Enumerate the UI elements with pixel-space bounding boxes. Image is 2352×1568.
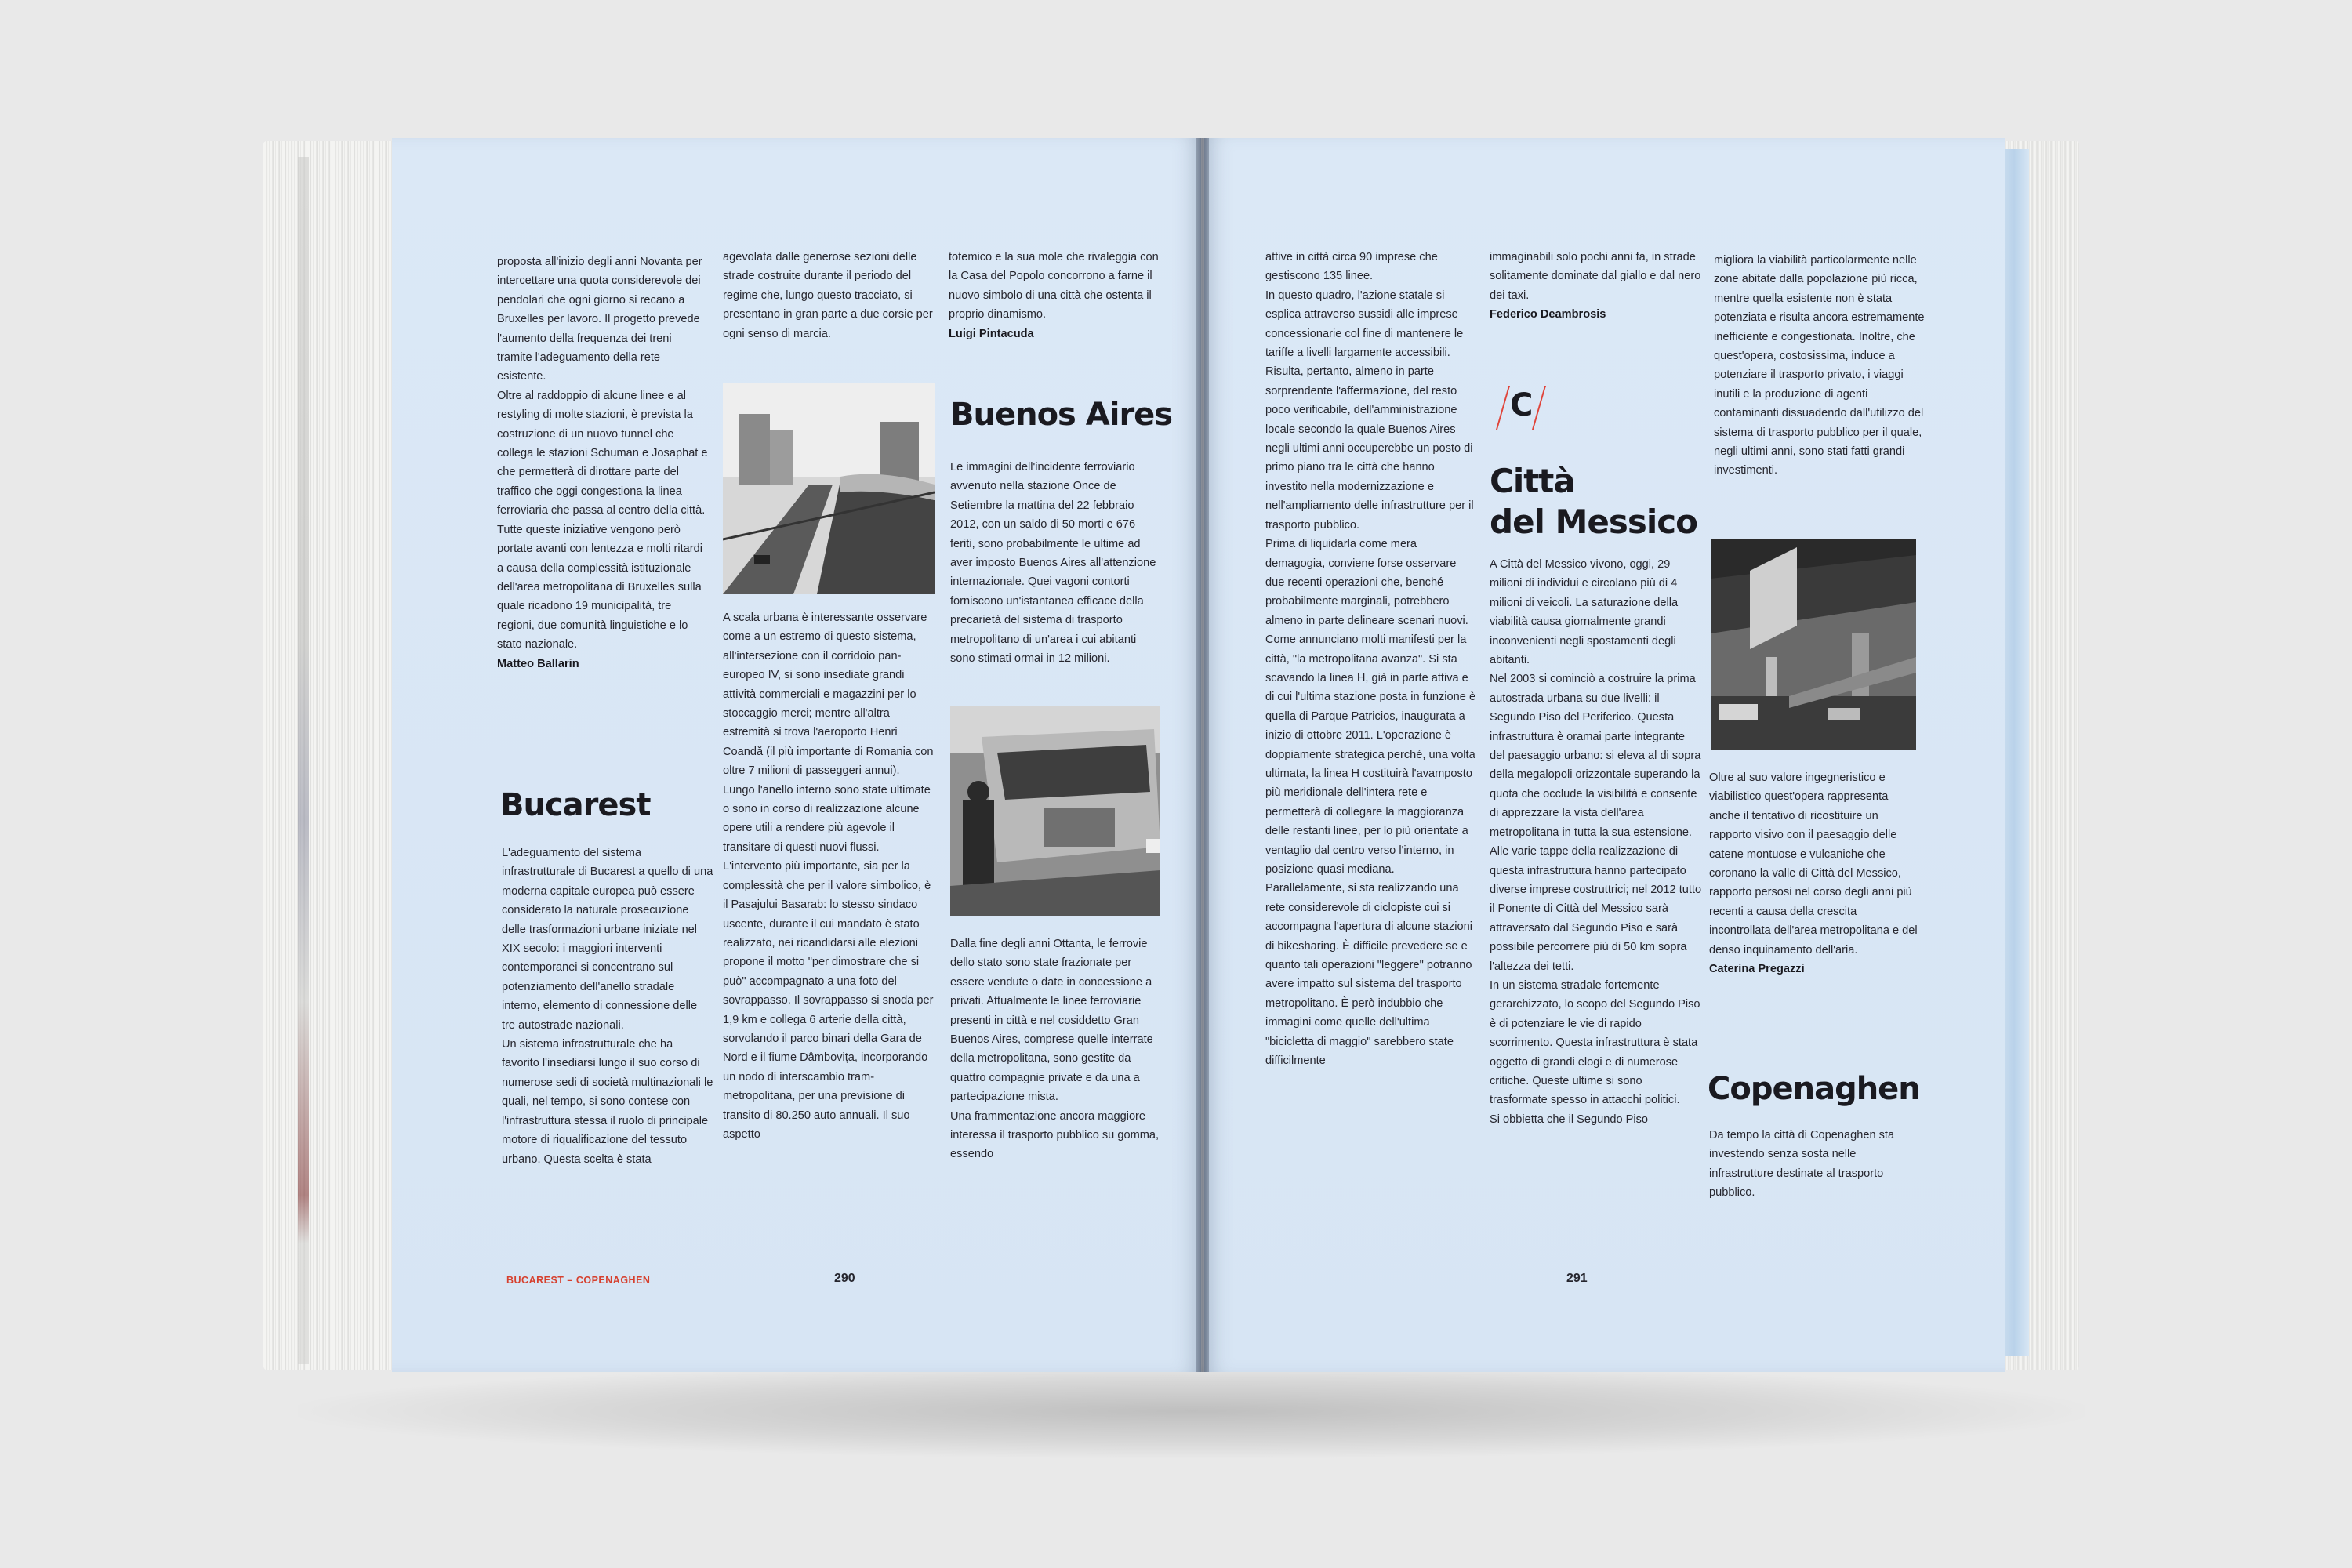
paragraph: L'adeguamento del sistema infrastrutturale di Bucarest a quello di una moderna capitale europea può essere considerato la naturale prosecuzione delle trasformazioni urbane iniziate nel XIX secolo: i maggiori interventi contemporanei si concentrano sul potenziamento dell'anello stradale interno, elemento di connessione delle tre autostrade nazionali. <box>502 847 713 1032</box>
left-edge-colored-sheets <box>298 157 309 1364</box>
paragraph: migliora la viabilità particolarmente nelle zone abitate dalla popolazione più ricca, mentre quella esistente non è stata potenziata e risulta ancora estremamente inefficiente e congestionata. Inoltre, che quest'opera, costosissima, induce a potenziare il trasporto privato, i viaggi inutili e la produzione di agenti contaminanti dissuadendo dall'utilizzo del sistema di trasporto pubblico per il quale, negli ultimi anni, sono stati fatti grandi investimenti. <box>1714 254 1925 477</box>
paragraph: Tutte queste iniziative vengono però portate avanti con lentezza e molti ritardi a causa della complessità istituzionale dell'area metropolitana di Bruxelles sulla quale ricadono 19 municipalità, tre regioni, due comunità linguistiche e lo stato nazionale. <box>497 523 703 652</box>
right-col2-top <box>1490 248 1701 325</box>
left-col3-buenos <box>950 458 1160 668</box>
photo-buenos-aires-train <box>950 706 1160 916</box>
right-col1 <box>1265 248 1477 1070</box>
running-head: BUCAREST – COPENAGHEN <box>506 1275 651 1286</box>
paragraph: Risulta, pertanto, almeno in parte sorprendente l'affermazione, del resto poco verificabile, dell'amministrazione locale secondo la quale Buenos Aires negli ultimi anni occuperebbe un posto di primo piano tra le città che hanno investito nella modernizzazione e nell'ampliamento delle infrastrutture per il trasporto pubblico. <box>1265 365 1474 532</box>
paragraph: Come annunciano molti manifesti per la città, "la metropolitana avanza". Si sta scavando la linea H, già in parte attiva e di cui l'ultima stazione posta in funzione è quella di Parque Patricios, inaugurata a inizio di ottobre 2011. L'operazione è doppiamente strategica perché, una volta ultimata, la linea H costituirà l'avamposto più meridionale dell'intera rete e permetterà di collegare la maggioranza delle restanti linee, per lo più orientate a ventaglio dal centro verso l'interno, in posizione quasi mediana. <box>1265 633 1476 876</box>
author-byline: Federico Deambrosis <box>1490 308 1606 321</box>
paragraph: attive in città circa 90 imprese che gestiscono 135 linee. <box>1265 251 1438 283</box>
left-col1-top <box>497 252 709 673</box>
paragraph: Oltre al raddoppio di alcune linee e al restyling di molte stazioni, è prevista la costruzione di un nuovo tunnel che collega le stazioni Schuman e Josaphat e che permetterà di dirottare parte del traffico che oggi congestiona la linea ferroviaria che passa al centro della città. <box>497 389 708 517</box>
page-number-right: 291 <box>1566 1272 1588 1285</box>
paragraph: immaginabili solo pochi anni fa, in strade solitamente dominate dal giallo e dal nero dei taxi. <box>1490 251 1701 302</box>
paragraph: totemico e la sua mole che rivaleggia con la Casa del Popolo concorrono a farne il nuovo simbolo di una città che ostenta il proprio dinamismo. <box>949 251 1159 321</box>
author-byline: Matteo Ballarin <box>497 657 579 670</box>
book-gutter <box>1196 138 1209 1372</box>
right-col2-messico <box>1490 555 1703 1129</box>
paragraph: Le immagini dell'incidente ferroviario avvenuto nella stazione Once de Setiembre la mattina del 22 febbraio 2012, con un saldo di 50 morti e 676 feriti, sono probabilmente le ultime ad aver imposto Buenos Aires all'attenzione internazionale. Quei vagoni contorti forniscono un'istantanea efficace della precarietà del sistema di trasporto metropolitano di un'area i cui abitanti sono stimati ormai in 12 milioni. <box>950 461 1156 666</box>
author-byline: Caterina Pregazzi <box>1709 963 1805 976</box>
paragraph: Nel 2003 si cominciò a costruire la prima autostrada urbana su due livelli: il Segundo Piso del Periferico. Questa infrastruttura è oramai parte integrante del paesaggio urbano: si eleva al di sopra della megalopoli orizzontale superando la quota che occlude la visibilità e consente di apprezzare la vista dell'area metropolitana in tutta la sua estensione. <box>1490 673 1701 839</box>
section-letter: C <box>1510 387 1534 423</box>
photo-bucarest-overpass <box>723 383 935 594</box>
paragraph: A scala urbana è interessante osservare come a un estremo di questo sistema, all'intersezione con il corridoio pan-europeo IV, si sono insediate grandi attività commerciali e magazzini per lo stoccaggio merci; mentre all'altra estremità si trova l'aeroporto Henri Coandă (il più importante di Romania con oltre 7 milioni di passeggeri annui). Lungo l'anello interno sono state ultimate o sono in corso di realizzazione alcune opere utili a rendere più agevole il transitare di questi nuovi flussi. <box>723 612 934 854</box>
paragraph: Una frammentazione ancora maggiore interessa il trasporto pubblico su gomma, essendo <box>950 1109 1160 1161</box>
paragraph: Dalla fine degli anni Ottanta, le ferrovie dello stato sono state frazionate per essere vendute o date in concessione a privati. Attualmente le linee ferroviarie presenti in città e nel cosiddetto Gran Buenos Aires, comprese quelle interrate della metropolitana, sono gestite da quattro compagnie private e da una a partecipazione mista. <box>950 938 1153 1104</box>
paragraph: Da tempo la città di Copenaghen sta investendo senza sosta nelle infrastrutture destinate al trasporto pubblico. <box>1709 1129 1895 1200</box>
left-page-block-edge <box>263 141 398 1370</box>
heading-line: del Messico <box>1490 503 1697 541</box>
photo-segundo-piso-highway <box>1711 539 1916 750</box>
left-col1-bucarest <box>502 844 713 1169</box>
red-slash-right <box>1535 386 1543 426</box>
heading-line: Città <box>1490 462 1575 500</box>
page-number-left: 290 <box>834 1272 855 1285</box>
left-col2-body <box>723 608 935 1144</box>
paragraph: proposta all'inizio degli anni Novanta per intercettare una quota considerevole dei pendolari che ogni giorno si recano a Bruxelles per lavoro. Il progetto prevede l'aumento della frequenza dei treni tramite l'adeguamento della rete esistente. <box>497 256 702 383</box>
paragraph: Prima di liquidarla come mera demagogia, conviene forse osservare due recenti operazioni che, benché probabilmente marginali, potrebbero almeno in parte delineare scenari nuovi. <box>1265 538 1468 627</box>
section-letter-marker <box>1499 386 1548 430</box>
paragraph: A Città del Messico vivono, oggi, 29 milioni di individui e circolano più di 4 milioni di veicoli. La saturazione della viabilità causa giornalmente grandi inconvenienti negli spostamenti degli abitanti. <box>1490 558 1679 667</box>
left-col3-bottom <box>950 935 1160 1164</box>
section-heading-buenos-aires: Buenos Aires <box>950 397 1173 433</box>
paragraph: L'intervento più importante, sia per la complessità che per il valore simbolico, è il Pasajului Basarab: lo stesso sindaco uscente, durante il cui mandato è stato realizzato, nei ricandidarsi alle elezioni propone il motto "per dimostrare che si può" accompagnato a una foto del sovrappasso. Il sovrappasso si snoda per 1,9 km e collega 6 arterie della città, sorvolando il parco binari della Gara de Nord e il fiume Dâmbovița, incorporando un nodo di interscambio tram-metropolitana, per una previsione di transito di 80.250 auto annuali. Il suo aspetto <box>723 860 934 1141</box>
paragraph: In questo quadro, l'azione statale si esplica attraverso sussidi alle imprese concessionarie col fine di mantenere le tariffe a livelli largamente accessibili. <box>1265 289 1464 360</box>
paragraph: agevolata dalle generose sezioni delle strade costruite durante il periodo del regime che, lungo questo tracciato, si presentano in gran parte a due corsie per ogni senso di marcia. <box>723 251 933 340</box>
section-heading-citta-del-messico <box>1490 461 1697 543</box>
section-heading-copenaghen: Copenaghen <box>1708 1071 1920 1107</box>
paragraph: In un sistema stradale fortemente gerarchizzato, lo scopo del Segundo Piso è di potenziare le vie di rapido scorrimento. Questa infrastruttura è stata oggetto di grandi elogi e di numerose critiche. Queste ultime si sono trasformate spesso in attacchi politici. <box>1490 978 1700 1107</box>
paragraph: Alle varie tappe della realizzazione di questa infrastruttura hanno partecipato diverse imprese costruttrici; nel 2012 tutto il Ponente di Città del Messico sarà attraversato dal Segundo Piso e sarà possibile percorrere più di 50 km sopra l'altezza dei tetti. <box>1490 845 1702 973</box>
paragraph: Si obbietta che il Segundo Piso <box>1490 1112 1649 1126</box>
book-shadow <box>298 1364 2085 1458</box>
right-col3-mid <box>1709 768 1921 978</box>
left-col3-top <box>949 248 1160 343</box>
paragraph: Oltre al suo valore ingegneristico e viabilistico quest'opera rappresenta anche il tentativo di ricostituire un rapporto visivo con il paesaggio delle catene montuose e vulcaniche che coronano la valle di Città del Messico, rapporto persosi nel corso degli anni più recenti a causa della crescita incontrollata dell'area metropolitana e del denso inquinamento dell'aria. <box>1709 771 1918 956</box>
left-col2-top <box>723 248 933 343</box>
paragraph: Parallelamente, si sta realizzando una rete considerevole di ciclopiste cui si accompagna l'apertura di alcune stazioni di bikesharing. È difficile prevedere se e quanto tali operazioni "leggere" potranno avere impatto sul sistema del trasporto metropolitano. È però indubbio che immagini come quelle dell'ultima "bicicletta di maggio" sarebbero state difficilmente <box>1265 882 1473 1068</box>
paragraph: Un sistema infrastrutturale che ha favorito l'insediarsi lungo il suo corso di numerose sedi di società multinazionali le quali, nel tempo, si sono contese con l'infrastruttura stessa il ruolo di principale motore di riqualificazione del tessuto urbano. Questa scelta è stata <box>502 1038 713 1166</box>
right-col3-top <box>1714 251 1927 481</box>
right-col3-copenaghen <box>1709 1126 1921 1203</box>
author-byline: Luigi Pintacuda <box>949 327 1034 340</box>
section-heading-bucarest: Bucarest <box>500 787 651 823</box>
red-slash-left <box>1499 386 1507 426</box>
